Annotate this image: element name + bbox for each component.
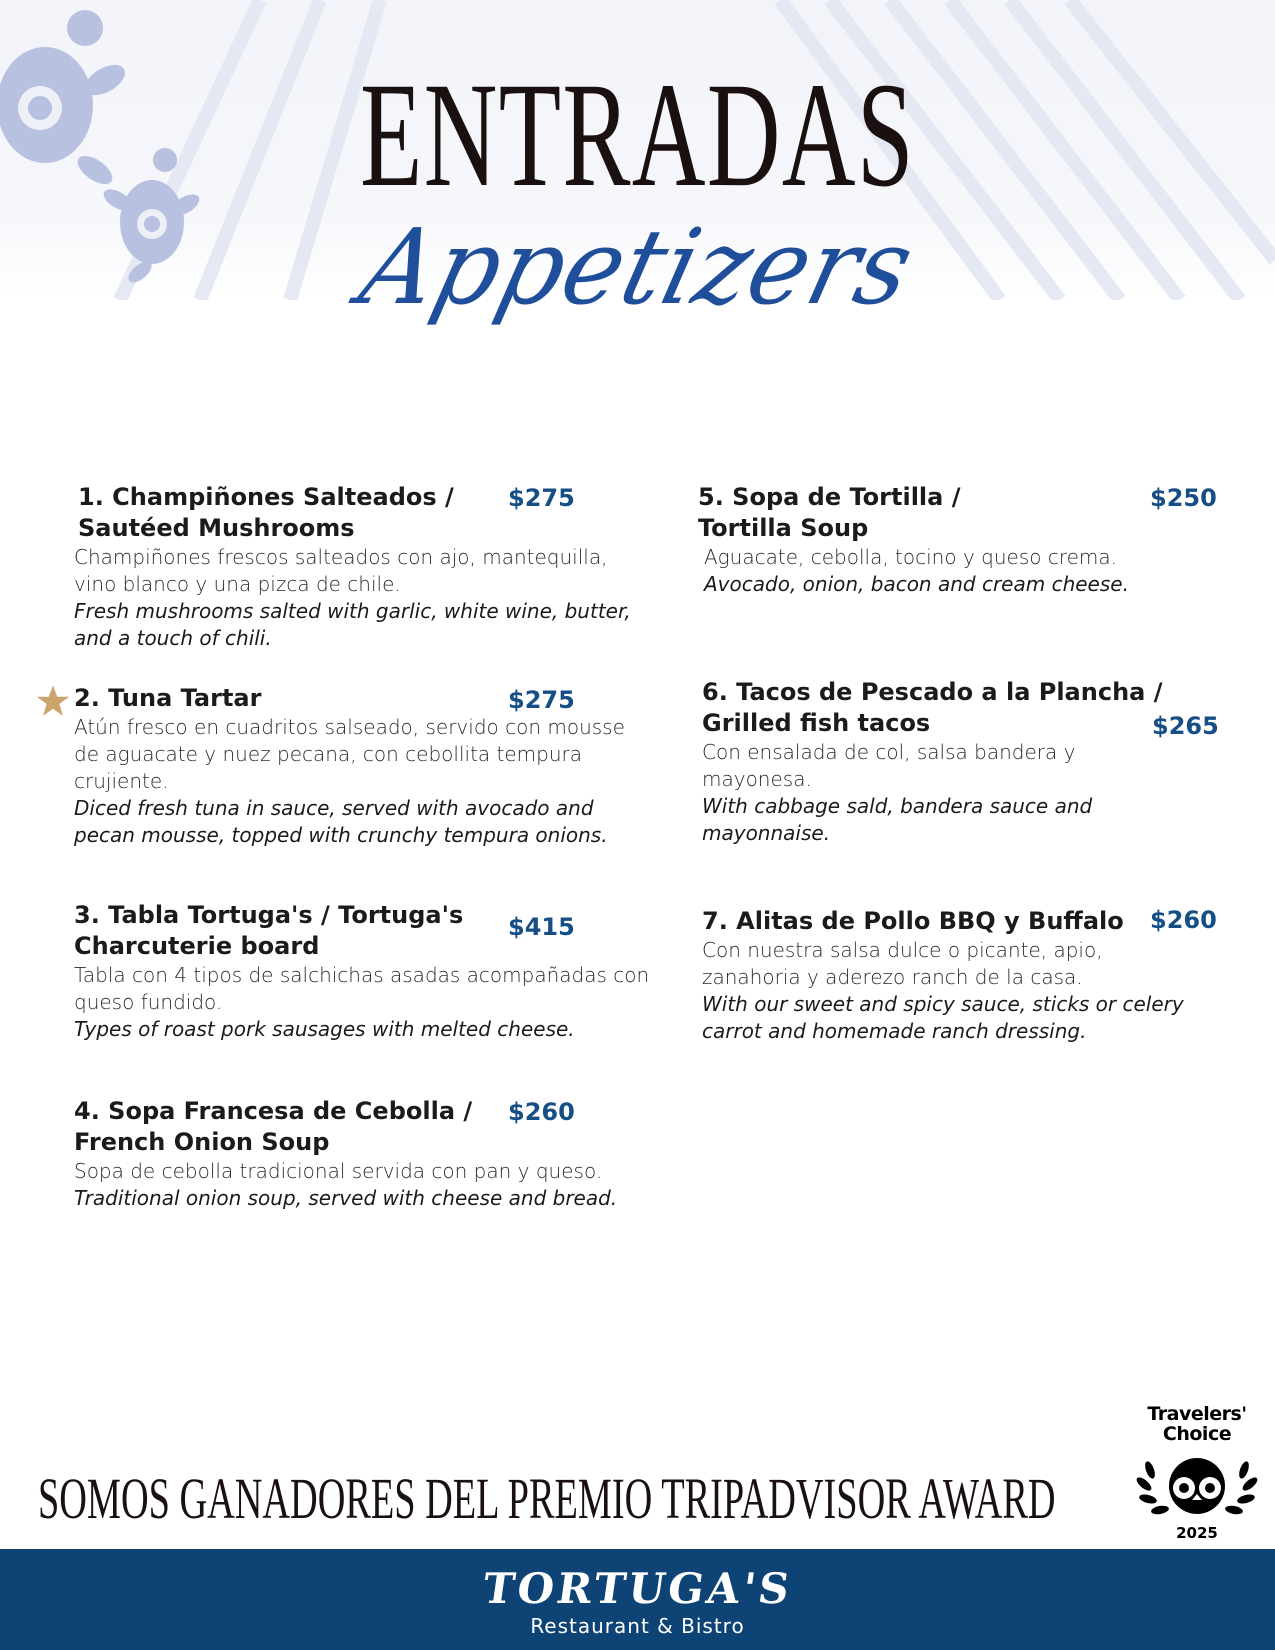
item-name: 4. Sopa Francesa de Cebolla / French Onion Soup: [74, 1097, 473, 1156]
item-price: $275: [508, 686, 575, 714]
turtle-icon: [0, 10, 130, 190]
item-description-en: Fresh mushrooms salted with garlic, white wine, butter, and a touch of chili.: [74, 599, 631, 650]
award-text: SOMOS GANADORES DEL PREMIO TRIPADVISOR AWARD: [38, 1466, 1056, 1531]
item-price: $415: [508, 913, 575, 941]
item-price: $260: [1150, 906, 1217, 934]
item-name: 2. Tuna Tartar: [74, 684, 262, 712]
item-price: $250: [1150, 484, 1217, 512]
item-description-es: Con ensalada de col, salsa bandera y mayonesa.: [702, 740, 1076, 791]
item-description-es: Con nuestra salsa dulce o picante, apio, zanahoria y aderezo ranch de la casa.: [702, 938, 1103, 989]
item-name: 1. Champiñones Salteados / Sautéed Mushrooms: [78, 483, 454, 542]
travelers-choice-badge: [1132, 1404, 1262, 1544]
item-description-es: Aguacate, cebolla, tocino y queso crema.: [704, 545, 1118, 569]
item-name: 7. Alitas de Pollo BBQ y Buffalo: [702, 907, 1124, 935]
item-description-es: Sopa de cebolla tradicional servida con pan y queso.: [74, 1159, 603, 1183]
item-description-es: Champiñones frescos salteados con ajo, mantequilla, vino blanco y una pizca de chile.: [74, 545, 608, 596]
owl-icon: [1132, 1448, 1262, 1524]
item-description-en: With our sweet and spicy sauce, sticks or celery carrot and homemade ranch dressing.: [702, 992, 1184, 1043]
page-subtitle: Appetizers: [349, 206, 926, 328]
item-description-en: Traditional onion soup, served with cheese and bread.: [74, 1186, 618, 1210]
badge-year: 2025: [1176, 1524, 1218, 1542]
badge-line-2: Choice: [1162, 1423, 1232, 1445]
badge-line-1: Travelers': [1147, 1403, 1247, 1425]
item-description-en: Diced fresh tuna in sauce, served with avocado and pecan mousse, topped with crunchy tempura onions.: [74, 796, 608, 847]
brand-subtitle: Restaurant & Bistro: [530, 1614, 745, 1638]
item-price: $265: [1152, 712, 1219, 740]
item-name: 3. Tabla Tortuga's / Tortuga's Charcuterie board: [74, 901, 464, 960]
menu-item: [74, 1096, 674, 1212]
page-title: ENTRADAS: [360, 52, 915, 218]
item-price: $275: [508, 484, 575, 512]
item-description-en: With cabbage sald, bandera sauce and mayonnaise.: [702, 794, 1093, 845]
brand-logo: TORTUGA'S: [479, 1564, 796, 1613]
menu-item: [702, 677, 1192, 847]
item-description-es: Atún fresco en cuadritos salseado, servido con mousse de aguacate y nuez pecana, con cebollita tempura crujiente.: [74, 715, 625, 793]
item-price: $260: [508, 1098, 575, 1126]
star-icon: [36, 684, 70, 718]
item-description-en: Types of roast pork sausages with melted cheese.: [74, 1017, 575, 1041]
item-description-en: Avocado, onion, bacon and cream cheese.: [704, 572, 1129, 596]
item-name: 5. Sopa de Tortilla / Tortilla Soup: [698, 483, 961, 542]
item-name: 6. Tacos de Pescado a la Plancha / Grilled fish tacos: [702, 678, 1163, 737]
item-description-es: Tabla con 4 tipos de salchichas asadas acompañadas con queso fundido.: [74, 963, 650, 1014]
